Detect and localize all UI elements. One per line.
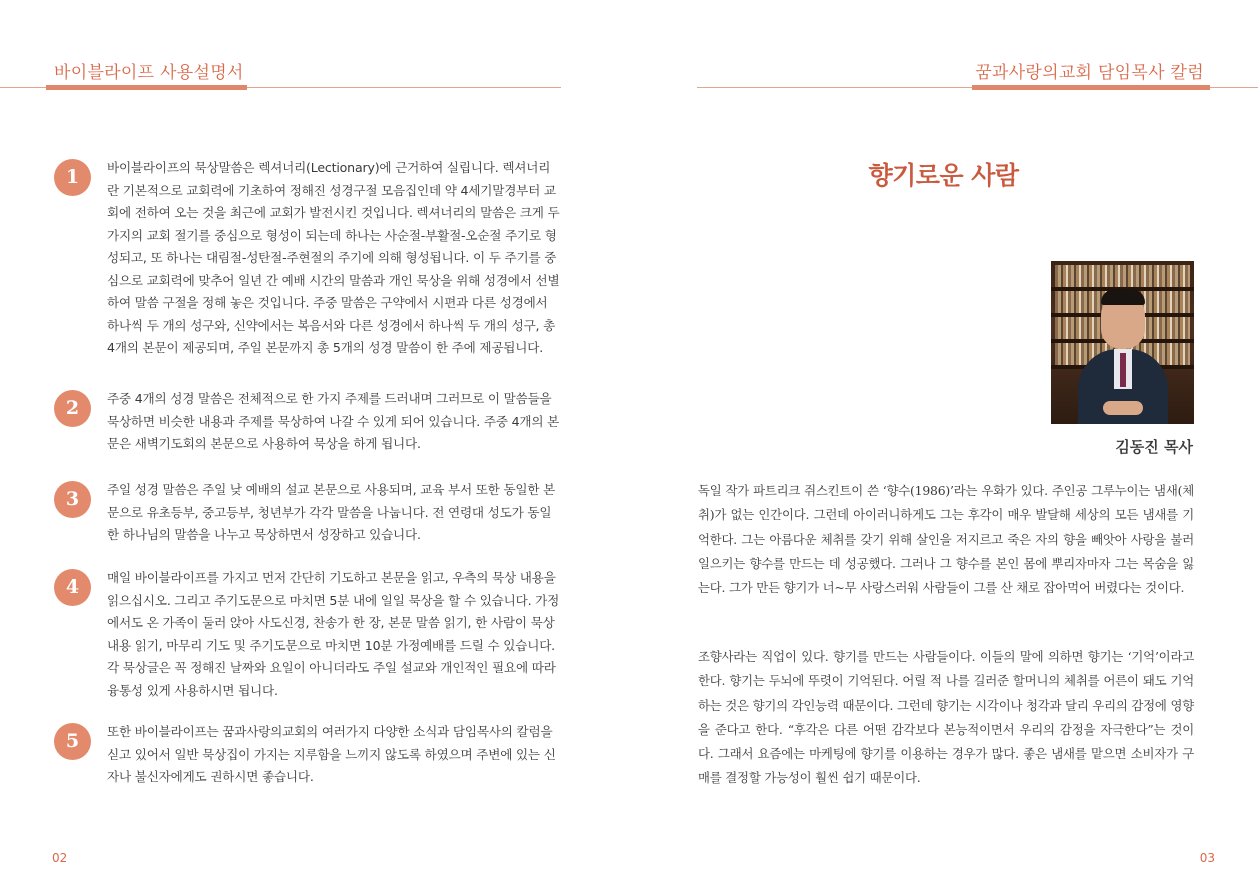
guide-item-text: 매일 바이블라이프를 가지고 먼저 간단히 기도하고 본문을 읽고, 우측의 묵상 내용을 읽으십시오. 그리고 주기도문으로 마치면 5분 내에 일일 묵상을 할 수 있습니다. 가정에서도 온 가족이 둘러 앉아 사도신경, 찬송가 한 장, 본문 말씀 읽기, 한 사람이 묵상 내용 읽기, 마무리 기도 및 주기도문으로 마치면 10분 가정예배를 드릴 수 있습니다. 각 묵상글은 꼭 정해진 날짜와 요일이 아니더라도 주일 설교와 개인적인 필요에 따라 융통성 있게 사용하시면 됩니다.: [107, 570, 560, 698]
item-number-badge: 2: [54, 390, 91, 427]
right-page: [629, 0, 1258, 892]
page-number: 03: [1199, 851, 1215, 865]
photo-caption: 김동진 목사: [1115, 438, 1193, 456]
item-number-badge: 4: [54, 569, 91, 606]
article-title: 향기로운 사람: [868, 161, 1019, 190]
column-paragraph-2: 조향사라는 직업이 있다. 향기를 만드는 사람들이다. 이들의 말에 의하면 향기는 ‘기억’이라고 한다. 향기는 두뇌에 뚜렷이 기억된다. 어릴 적 나를 길러준 할머니의 체취를 어른이 돼도 기억하는 것은 향기의 각인능력 때문이다. 그런데 향기는 시각이나 청각과 달리 우리의 감정에 영향을 준다고 한다. “후각은 다른 어떤 감각보다 본능적이면서 우리의 감정을 자극한다”는 것이다. 그래서 요즘에는 마케팅에 향기를 이용하는 경우가 많다. 좋은 냄새를 맡으면 소비자가 구매를 결정할 가능성이 훨씬 쉽기 때문이다.: [698, 649, 1194, 786]
guide-item-text: 주일 성경 말씀은 주일 낮 예배의 설교 본문으로 사용되며, 교육 부서 또한 동일한 본문으로 유초등부, 중고등부, 청년부가 각각 말씀을 나눕니다. 전 연령대 성도가 동일한 하나님의 말씀을 나누고 묵상하면서 성장하고 있습니다.: [107, 482, 556, 542]
item-number-badge: 1: [54, 159, 91, 196]
guide-item-text: 바이블라이프의 묵상말씀은 렉셔너리(Lectionary)에 근거하여 실립니다. 렉셔너리란 기본적으로 교회력에 기초하여 정해진 성경구절 모음집인데 약 4세기말경부터 교회에 전하여 오는 것을 최근에 교회가 발전시킨 것입니다. 렉셔너리의 말씀은 크게 두 가지의 교회 절기를 중심으로 형성이 되는데 하나는 사순절-부활절-오순절 주기로 형성되고, 또 하나는 대림절-성탄절-주현절의 주기에 의해 형성됩니다. 이 두 주기를 중심으로 교회력에 맞추어 일년 간 예배 시간의 말씀과 개인 묵상을 위해 성경에서 선별하여 말씀 구절을 정해 놓은 것입니다. 주중 말씀은 구약에서 시편과 다른 성경에서 하나씩 두 개의 성구와, 신약에서는 복음서와 다른 성경에서 하나씩 두 개의 성구, 총 4개의 본문이 제공되며, 주일 본문까지 총 5개의 성경 말씀이 한 주에 제공됩니다.: [107, 160, 560, 355]
pastor-photo: [1051, 261, 1194, 424]
header-accent-bar: [972, 85, 1210, 90]
guide-item-text: 주중 4개의 성경 말씀은 전체적으로 한 가지 주제를 드러내며 그러므로 이 말씀들을 묵상하면 비슷한 내용과 주제를 묵상하여 나갈 수 있게 되어 있습니다. 주중 4개의 본문은 새벽기도회의 본문으로 사용하여 묵상을 하게 됩니다.: [107, 391, 560, 451]
header-accent-bar: [46, 85, 247, 90]
left-page-header: 바이블라이프 사용설명서: [54, 63, 244, 83]
item-number-badge: 5: [54, 723, 91, 760]
right-page-header: 꿈과사랑의교회 담임목사 칼럼: [975, 63, 1204, 83]
page-number: 02: [52, 851, 68, 865]
item-number-badge: 3: [54, 481, 91, 518]
guide-item-text: 또한 바이블라이프는 꿈과사랑의교회의 여러가지 다양한 소식과 담임목사의 칼럼을 싣고 있어서 일반 묵상집이 가지는 지루함을 느끼지 않도록 하였으며 주변에 있는 신자나 불신자에게도 권하시면 좋습니다.: [107, 724, 556, 784]
column-paragraph-1: 독일 작가 파트리크 쥐스킨트이 쓴 ‘향수(1986)’라는 우화가 있다. 주인공 그루누이는 냄새(체취)가 없는 인간이다. 그런데 아이러니하게도 그는 후각이 매우 발달해 세상의 모든 냄새를 기억한다. 그는 아름다운 체취를 갖기 위해 살인을 저지르고 죽은 자의 향을 빼앗아 사랑을 불러일으키는 향수를 만드는 데 성공했다. 그러나 그 향수를 본인 몸에 뿌리자마자 그는 목숨을 잃는다. 그가 만든 향기가 너~무 사랑스러워 사람들이 그를 산 채로 잡아먹어 버렸다는 것이다.: [698, 483, 1194, 596]
